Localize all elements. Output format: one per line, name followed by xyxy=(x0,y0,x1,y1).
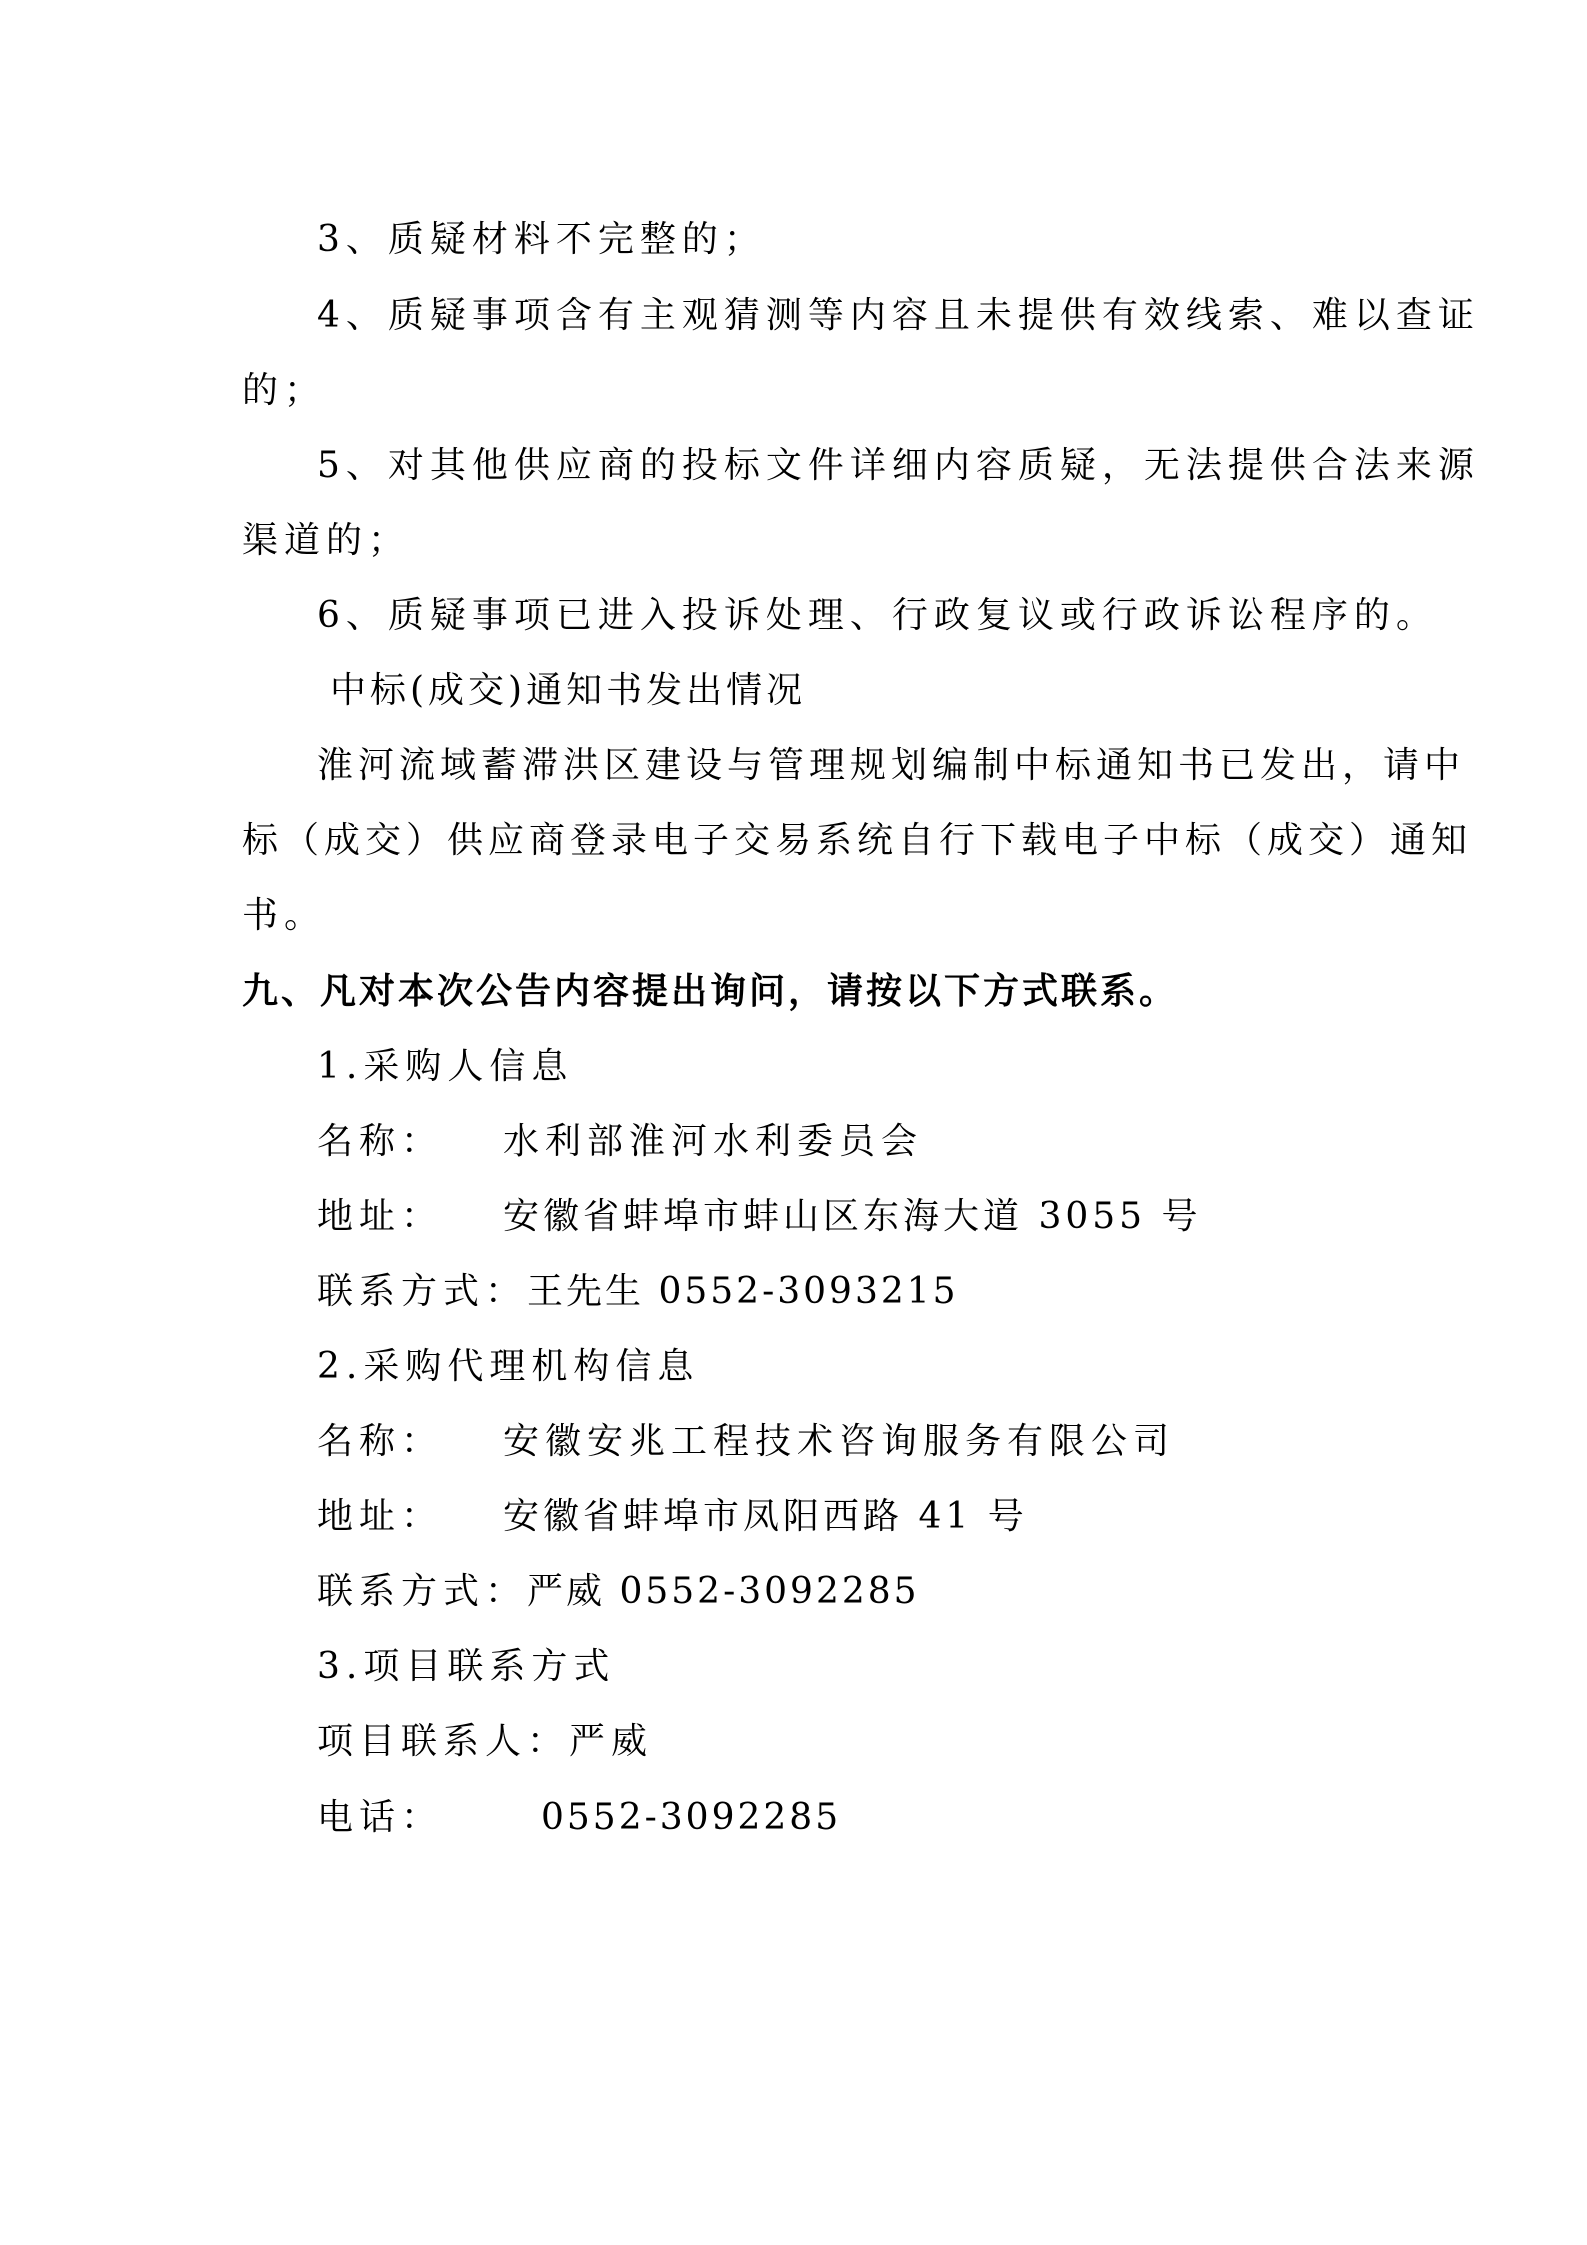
purchaser-contact-label: 联系方式： xyxy=(317,1271,528,1312)
agency-address-value: 安徽省蚌埠市凤阳西路 41 号 xyxy=(503,1496,1028,1537)
list-item-5-continued: 渠道的； xyxy=(242,520,411,561)
agency-address-row xyxy=(317,1495,1362,1539)
agency-contact-value: 严威 0552-3092285 xyxy=(527,1571,920,1612)
list-item-4-continued: 的； xyxy=(242,370,327,411)
notice-line-1: 淮河流域蓄滞洪区建设与管理规划编制中标通知书已发出，请中 xyxy=(317,745,1466,786)
section-heading: 九、凡对本次公告内容提出询问，请按以下方式联系。 xyxy=(242,971,1179,1012)
agency-name-label: 名称： xyxy=(317,1421,444,1462)
purchaser-name-label: 名称： xyxy=(317,1121,444,1162)
list-item-3: 3、质疑材料不完整的； xyxy=(317,219,766,260)
list-item-6: 6、质疑事项已进入投诉处理、行政复议或行政诉讼程序的。 xyxy=(317,595,1438,636)
agency-name-row xyxy=(317,1420,1362,1464)
notice-line-2: 标（成交）供应商登录电子交易系统自行下载电子中标（成交）通知 xyxy=(242,820,1473,861)
purchaser-contact-row xyxy=(317,1270,1362,1314)
notice-line-3: 书。 xyxy=(242,895,327,936)
project-person-label: 项目联系人： xyxy=(317,1721,570,1762)
project-phone-value: 0552-3092285 xyxy=(541,1797,842,1838)
agency-title: 2.采购代理机构信息 xyxy=(317,1346,700,1387)
agency-name-value: 安徽安兆工程技术咨询服务有限公司 xyxy=(503,1421,1176,1462)
notice-title: 中标(成交)通知书发出情况 xyxy=(330,670,807,711)
purchaser-address-row xyxy=(317,1195,1362,1239)
agency-contact-row xyxy=(317,1570,1362,1614)
project-person-value: 严威 xyxy=(569,1721,654,1762)
purchaser-contact-value: 王先生 0552-3093215 xyxy=(527,1271,959,1312)
purchaser-address-label: 地址： xyxy=(317,1196,444,1237)
agency-contact-label: 联系方式： xyxy=(317,1571,528,1612)
list-item-4: 4、质疑事项含有主观猜测等内容且未提供有效线索、难以查证 xyxy=(317,295,1480,336)
agency-address-label: 地址： xyxy=(317,1496,444,1537)
list-item-5: 5、对其他供应商的投标文件详细内容质疑，无法提供合法来源 xyxy=(317,445,1480,486)
project-title: 3.项目联系方式 xyxy=(317,1646,616,1687)
project-phone-label: 电话： xyxy=(317,1797,444,1838)
purchaser-name-value: 水利部淮河水利委员会 xyxy=(503,1121,924,1162)
purchaser-address-value: 安徽省蚌埠市蚌山区东海大道 3055 号 xyxy=(503,1196,1202,1237)
purchaser-title: 1.采购人信息 xyxy=(317,1046,574,1087)
purchaser-name-row xyxy=(317,1120,1362,1164)
project-phone-row xyxy=(317,1796,1362,1840)
project-person-row xyxy=(317,1720,1362,1764)
